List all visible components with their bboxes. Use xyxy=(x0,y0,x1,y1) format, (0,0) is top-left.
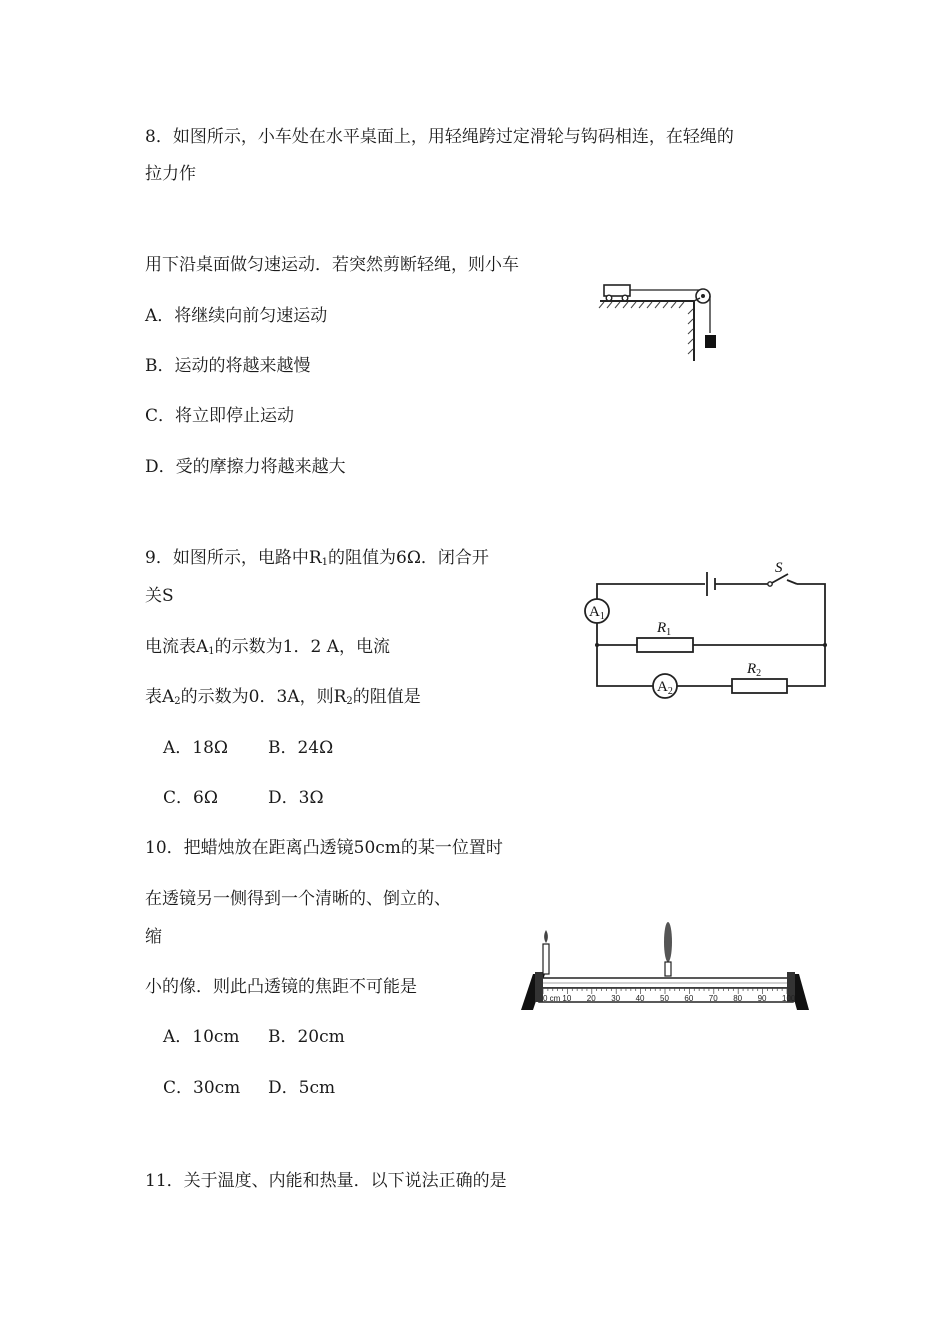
circuit-r1-label: $R_1$ xyxy=(657,620,672,638)
candle-icon xyxy=(543,944,549,974)
q10-optical-bench-figure xyxy=(503,908,825,1028)
q8-option-a: A．将继续向前匀速运动 xyxy=(145,306,328,326)
q10-stem-line3: 缩 xyxy=(145,927,162,947)
q8-stem-line1: 8．如图所示，小车处在水平桌面上，用轻绳跨过定滑轮与钩码相连，在轻绳的 xyxy=(145,127,734,147)
q10-option-c: C．30cm xyxy=(163,1078,241,1098)
q10-option-b: B．20cm xyxy=(268,1027,345,1047)
q8-stem-line2: 拉力作 xyxy=(145,164,196,184)
q10-stem-line1: 10．把蜡烛放在距离凸透镜50cm的某一位置时 xyxy=(145,838,503,858)
q8-option-d: D．受的摩擦力将越来越大 xyxy=(145,457,346,477)
bench-tick-label: 0 cm xyxy=(543,994,561,1003)
candle-flame-icon xyxy=(544,930,548,943)
q8-option-b: B．运动的将越来越慢 xyxy=(145,356,311,376)
bench-tick-label: 100 xyxy=(782,994,796,1003)
bench-tick-label: 70 xyxy=(708,994,718,1003)
circuit-a2-label: $A_2$ xyxy=(657,679,673,697)
circuit-a1-label: $A_1$ xyxy=(589,604,605,622)
bench-tick-label: 60 xyxy=(684,994,694,1003)
q9-circuit-diagram xyxy=(575,554,845,714)
bench-tick-label: 90 xyxy=(757,994,767,1003)
q9-option-d: D．3Ω xyxy=(268,788,324,808)
q10-stem-line4: 小的像．则此凸透镜的焦距不可能是 xyxy=(145,977,417,997)
q9-stem-line2: 关S xyxy=(145,586,174,606)
convex-lens-icon xyxy=(664,922,672,962)
q9-stem-line4: 表$A_2$的示数为0．3A，则$R_2$的阻值是 xyxy=(145,687,421,707)
q9-option-c: C．6Ω xyxy=(163,788,218,808)
q9-stem-line3: 电流表$A_1$的示数为1．2 A，电流 xyxy=(145,637,390,657)
bench-tick-label: 40 xyxy=(635,994,645,1003)
q10-stem-line2: 在透镜另一侧得到一个清晰的、倒立的、 xyxy=(145,889,451,909)
bench-tick-label: 50 xyxy=(660,994,669,1003)
circuit-switch-label: S xyxy=(775,560,783,576)
q10-option-a: A．10cm xyxy=(163,1027,240,1047)
bench-tick-label: 10 xyxy=(562,994,572,1003)
bench-tick-label: 30 xyxy=(611,994,621,1003)
bench-tick-label: 20 xyxy=(586,994,596,1003)
q9-stem-line1: 9．如图所示，电路中$R_1$的阻值为6Ω．闭合开 xyxy=(145,548,489,568)
q9-option-b: B．24Ω xyxy=(268,738,334,758)
q8-option-c: C．将立即停止运动 xyxy=(145,406,295,426)
bench-tick-label: 80 xyxy=(733,994,743,1003)
q8-cart-pulley-figure xyxy=(590,277,726,367)
q9-option-a: A．18Ω xyxy=(163,738,229,758)
q10-option-d: D．5cm xyxy=(268,1078,336,1098)
circuit-r2-label: $R_2$ xyxy=(747,661,762,679)
q8-stem-line3: 用下沿桌面做匀速运动．若突然剪断轻绳，则小车 xyxy=(145,255,519,275)
q11-stem-line1: 11．关于温度、内能和热量．以下说法正确的是 xyxy=(145,1171,507,1191)
